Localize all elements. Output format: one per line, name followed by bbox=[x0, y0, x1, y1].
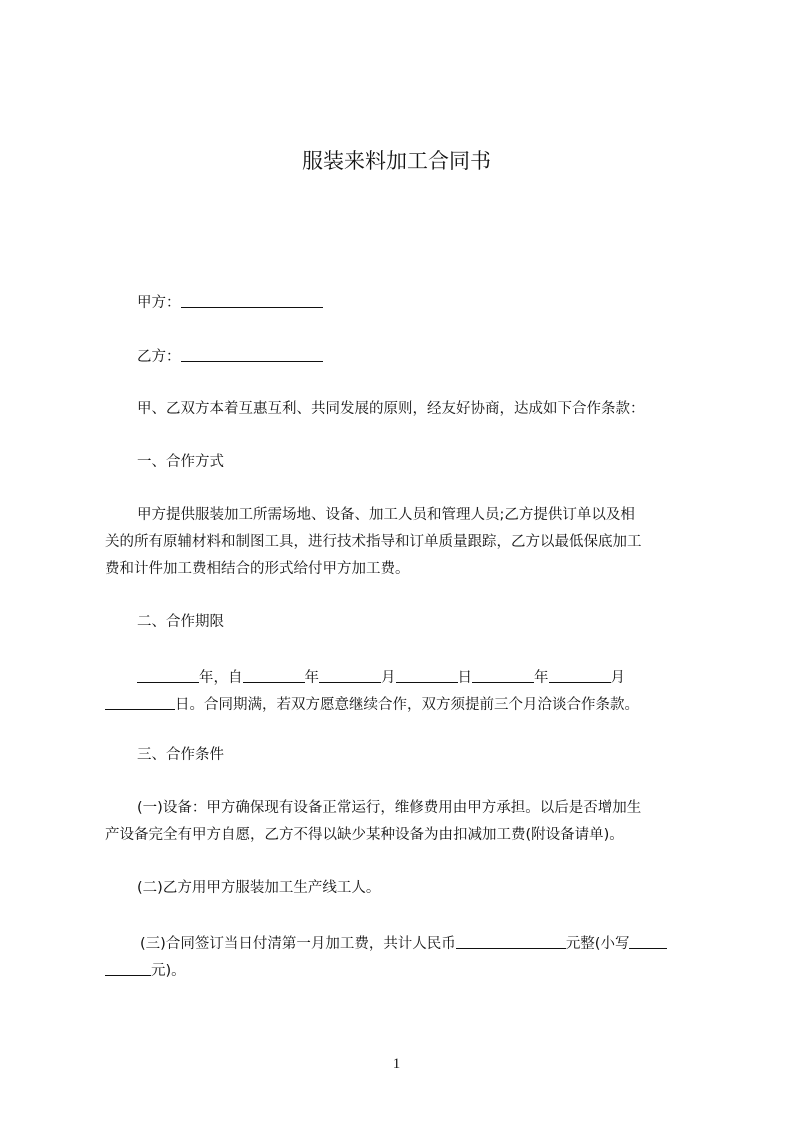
end-day-blank[interactable] bbox=[105, 695, 175, 710]
term-text: 月 bbox=[381, 670, 396, 686]
item3-text: 元)。 bbox=[151, 963, 186, 979]
item3-text: (三)合同签订当日付清第一月加工费，共计人民币 bbox=[140, 936, 456, 952]
page-number: 1 bbox=[392, 1056, 401, 1072]
section3-heading: 三、合作条件 bbox=[137, 747, 224, 763]
page-title: 服装来料加工合同书 bbox=[302, 149, 491, 173]
end-year-blank[interactable] bbox=[472, 668, 534, 683]
amount-numeric-blank-cont[interactable] bbox=[105, 961, 151, 976]
term-dates-line bbox=[137, 668, 625, 686]
section3-item1-line: (一)设备：甲方确保现有设备正常运行，维修费用由甲方承担。以后是否增加生 bbox=[137, 800, 642, 816]
term-text: 年 bbox=[304, 670, 319, 686]
term-text: 月 bbox=[610, 670, 625, 686]
section1-line: 费和计件加工费相结合的形式给付甲方加工费。 bbox=[105, 561, 410, 577]
section3-item3-line bbox=[140, 934, 667, 952]
party-b-label: 乙方： bbox=[137, 349, 181, 365]
section1-heading: 一、合作方式 bbox=[137, 454, 224, 470]
section2-heading: 二、合作期限 bbox=[137, 614, 224, 630]
item3-text: 元整(小写 bbox=[565, 936, 630, 952]
years-blank[interactable] bbox=[137, 668, 199, 683]
section3-item3-line-2 bbox=[105, 961, 186, 979]
start-day-blank[interactable] bbox=[396, 668, 458, 683]
term-text: 日 bbox=[457, 670, 472, 686]
term-text: 年，自 bbox=[199, 670, 243, 686]
start-month-blank[interactable] bbox=[319, 668, 381, 683]
party-a-label: 甲方： bbox=[137, 295, 181, 311]
term-dates-line-2 bbox=[105, 695, 639, 713]
party-a-blank[interactable] bbox=[181, 293, 323, 308]
section1-line: 关的所有原辅材料和制图工具，进行技术指导和订单质量跟踪，乙方以最低保底加工 bbox=[105, 534, 642, 550]
section3-item2: (二)乙方用甲方服装加工生产线工人。 bbox=[137, 880, 381, 896]
start-year-blank[interactable] bbox=[243, 668, 305, 683]
end-month-blank[interactable] bbox=[549, 668, 611, 683]
party-a-line bbox=[137, 293, 323, 311]
party-b-blank[interactable] bbox=[181, 347, 323, 362]
party-b-line bbox=[137, 347, 323, 365]
amount-numeric-blank[interactable] bbox=[629, 934, 667, 949]
amount-capital-blank[interactable] bbox=[456, 934, 566, 949]
term-text: 年 bbox=[534, 670, 549, 686]
section1-line: 甲方提供服装加工所需场地、设备、加工人员和管理人员;乙方提供订单以及相 bbox=[137, 507, 635, 523]
intro-paragraph: 甲、乙双方本着互惠互利、共同发展的原则，经友好协商，达成如下合作条款： bbox=[137, 401, 645, 417]
section3-item1-line: 产设备完全有甲方自愿，乙方不得以缺少某种设备为由扣减加工费(附设备请单)。 bbox=[105, 827, 624, 843]
term-text: 日。合同期满，若双方愿意继续合作，双方须提前三个月洽谈合作条款。 bbox=[175, 697, 639, 713]
